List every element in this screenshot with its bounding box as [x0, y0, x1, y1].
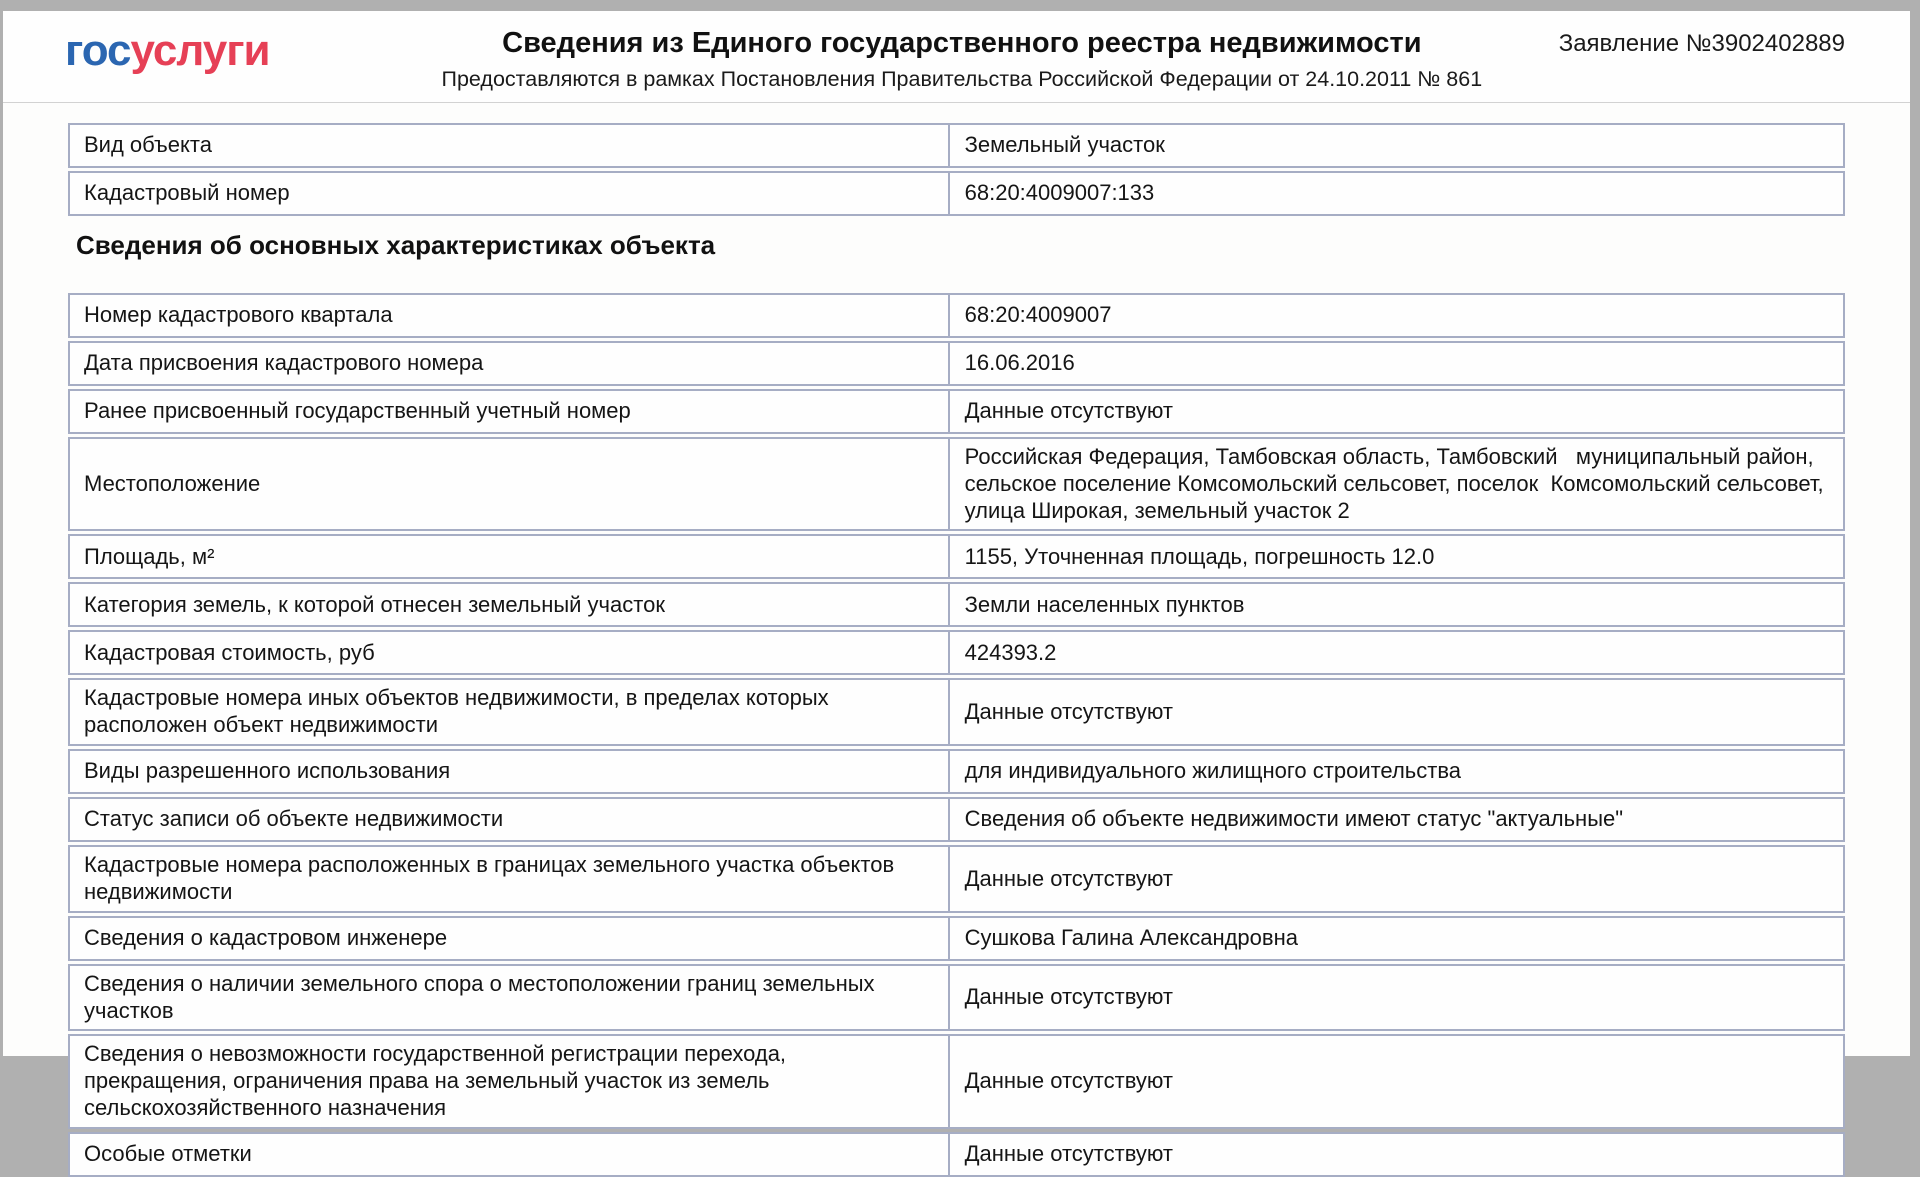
table-row [68, 749, 1845, 794]
table-row [68, 797, 1845, 842]
header-title-block [365, 27, 1559, 92]
table-row [68, 341, 1845, 386]
row-value: 1155, Уточненная площадь, погрешность 12.0 [948, 536, 1843, 577]
row-value: Данные отсутствуют [948, 391, 1843, 432]
row-value: Земли населенных пунктов [948, 584, 1843, 625]
object-info-table [68, 123, 1845, 216]
row-value: Данные отсутствуют [948, 966, 1843, 1030]
row-label: Местоположение [84, 470, 261, 496]
application-number: Заявление №3902402889 [1558, 30, 1845, 57]
row-value: Данные отсутствуют [948, 1134, 1843, 1175]
document-page [3, 11, 1910, 1167]
row-value: Земельный участок [948, 125, 1843, 166]
row-label: Дата присвоения кадастрового номера [84, 350, 484, 376]
document-title: Сведения из Единого государственного реестра недвижимости [502, 27, 1422, 59]
gosuslugi-logo [65, 26, 365, 75]
table-row [68, 437, 1845, 531]
row-value: 424393.2 [948, 632, 1843, 673]
table-row [68, 123, 1845, 168]
row-label: Кадастровые номера расположенных в границах земельного участка объектов недвижимости [84, 852, 895, 904]
row-value: Данные отсутствуют [948, 1036, 1843, 1126]
table-row [68, 964, 1845, 1032]
row-label: Особые отметки [84, 1141, 252, 1167]
row-value: для индивидуального жилищного строительства [948, 751, 1843, 792]
row-value: Сушкова Галина Александровна [948, 918, 1843, 959]
table-row [68, 1034, 1845, 1128]
table-row [68, 678, 1845, 746]
row-label: Категория земель, к которой отнесен земельный участок [84, 591, 665, 617]
row-label: Номер кадастрового квартала [84, 302, 393, 328]
row-value: 68:20:4009007 [948, 295, 1843, 336]
table-row [68, 630, 1845, 675]
row-value: Данные отсутствуют [948, 847, 1843, 911]
row-value: Российская Федерация, Тамбовская область, Тамбовский муниципальный район, сельское поселение Комсомольский сельсовет, поселок Комсомольский сельсовет, улица Широкая, земельный участок 2 [948, 439, 1843, 529]
row-value: Данные отсутствуют [948, 680, 1843, 744]
table-row [68, 389, 1845, 434]
document-header [3, 11, 1910, 103]
row-label: Кадастровые номера иных объектов недвижимости, в пределах которых расположен объект недвижимости [84, 685, 829, 738]
row-label: Сведения о кадастровом инженере [84, 924, 448, 950]
row-label: Вид объекта [84, 132, 212, 158]
row-label: Площадь, м² [84, 543, 215, 569]
row-value: 16.06.2016 [948, 343, 1843, 384]
document-subtitle: Предоставляются в рамках Постановления Правительства Российской Федерации от 24.10.2011 № 861 [441, 67, 1483, 92]
table-row [68, 534, 1845, 579]
logo-text-blue: гос [65, 26, 131, 75]
section-title: Сведения об основных характеристиках объекта [76, 230, 716, 260]
main-characteristics-table [68, 293, 1845, 1177]
row-value: Сведения об объекте недвижимости имеют статус "актуальные" [948, 799, 1843, 840]
row-label: Статус записи об объекте недвижимости [84, 806, 504, 832]
row-label: Сведения о невозможности государственной регистрации перехода, прекращения, ограничения права на земельный участок из земель сельскохозяйственного назначения [84, 1041, 787, 1121]
logo-text-red: услуги [130, 26, 270, 75]
table-row [68, 582, 1845, 627]
table-row [68, 171, 1845, 216]
row-label: Кадастровая стоимость, руб [84, 639, 375, 665]
row-label: Виды разрешенного использования [84, 758, 451, 784]
table-row [68, 916, 1845, 961]
row-label: Кадастровый номер [84, 180, 290, 206]
row-label: Ранее присвоенный государственный учетный номер [84, 398, 631, 424]
table-row [68, 293, 1845, 338]
table-row [68, 1132, 1845, 1177]
table-row [68, 845, 1845, 913]
document-body [3, 103, 1910, 1177]
row-label: Сведения о наличии земельного спора о местоположении границ земельных участков [84, 970, 875, 1023]
row-value: 68:20:4009007:133 [948, 173, 1843, 214]
